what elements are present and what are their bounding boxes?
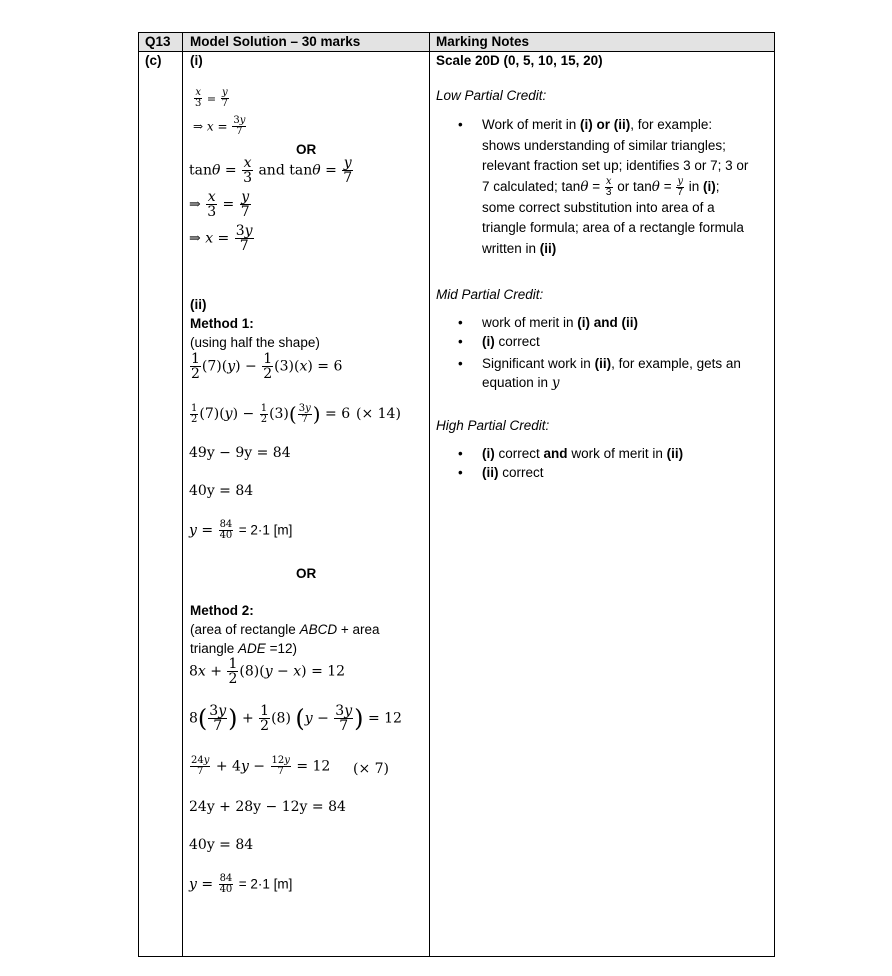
header-q-number: Q13	[145, 34, 171, 49]
method-1-label: Method 1:	[190, 316, 254, 331]
m1-eq-5: y = $\frac{84}{40}$ = 2·1 [m]	[189, 519, 293, 541]
or-separator-1: OR	[296, 142, 317, 157]
bullet-icon: •	[458, 315, 463, 330]
method-2-note-line-1: (area of rectangle ABCD + area	[190, 622, 380, 637]
m1-eq-2-multiplier: (× 14)	[356, 406, 401, 422]
mid-bullet-1: • work of merit in (i) and (ii)	[458, 315, 639, 330]
m2-eq-3-multiplier: (× 7)	[353, 761, 390, 777]
mid-partial-credit-title: Mid Partial Credit:	[436, 287, 544, 302]
eq-i-ratio-2: ⇒ $\frac{x}{3}$ = $\frac{y}{7}$	[189, 189, 250, 220]
m2-eq-5: 40y = 84	[189, 837, 254, 853]
high-partial-credit-title: High Partial Credit:	[436, 418, 550, 433]
method-1-note: (using half the shape)	[190, 335, 320, 350]
m2-eq-4: 24y + 28y − 12y = 84	[189, 799, 346, 815]
part-ii-label: (ii)	[190, 297, 207, 312]
or-separator-2: OR	[296, 566, 317, 581]
bullet-icon: •	[458, 356, 463, 371]
m2-eq-6: y = $\frac{84}{40}$ = 2·1 [m]	[189, 873, 293, 895]
mid-bullet-3: • Significant work in (ii), for example, gets an equation in y	[458, 356, 741, 391]
m1-eq-4: 40y = 84	[189, 483, 254, 499]
high-bullet-1: • (i) correct and work of merit in (ii)	[458, 446, 684, 461]
m2-eq-2: 8( $\frac{3y}{7}$ ) + $\frac{1}{2}$ (8) (y − $\frac{3y}{7}$ ) = 12	[189, 703, 402, 734]
m2-answer: = 2·1 [m]	[238, 876, 293, 892]
eq-i-ratio: $\frac{x}{3}$ = $\frac{y}{7}$	[195, 87, 228, 109]
m1-eq-2: $\frac{1}{2}$ (7)(y) − $\frac{1}{2}$ (3)( $\frac{3y}{7}$ ) = 6	[191, 402, 351, 426]
low-bullet-1: • Work of merit in (i) or (ii), for example: shows understanding of similar triangles; relevant fraction set up; identifies 3 or 7; 3 or 7 calculated; tanθ = $\frac{x}{3}$ or tanθ = $\frac{y}{7}$ in (i); some correct substitution into area of a triangle formula; area of a rectangle formula written in (ii)	[458, 117, 749, 256]
m1-eq-1-rhs: = 6	[317, 358, 343, 375]
method-2-label: Method 2:	[190, 603, 254, 618]
m1-answer: = 2·1 [m]	[238, 522, 293, 538]
part-label-c: (c)	[145, 53, 162, 68]
header-marking-notes: Marking Notes	[436, 34, 530, 49]
method-2-note-line-2: triangle ADE =12)	[190, 641, 297, 656]
m1-eq-1: $\frac{1}{2}$ (7)(y) − $\frac{1}{2}$ (3)(x) = 6	[191, 351, 343, 382]
part-i-label: (i)	[190, 53, 203, 68]
mid-bullet-2: • (i) correct	[458, 334, 540, 349]
low-partial-credit-title: Low Partial Credit:	[436, 88, 547, 103]
eq-i-x-small: ⇒ x = $\frac{3y}{7}$	[193, 115, 246, 137]
eq-i-tan: tanθ = $\frac{x}{3}$ and tanθ = $\frac{y}{7}$	[189, 155, 353, 186]
high-bullet-2: • (ii) correct	[458, 465, 544, 480]
m1-eq-3: 49y − 9y = 84	[189, 445, 291, 461]
eq-i-x: ⇒ x = $\frac{3y}{7}$	[189, 223, 253, 254]
bullet-icon: •	[458, 117, 463, 132]
m2-eq-1: 8x + $\frac{1}{2}$ (8)(y − x) = 12	[189, 656, 346, 687]
bullet-icon: •	[458, 465, 463, 480]
bullet-icon: •	[458, 334, 463, 349]
m1-eq-2-rhs: = 6	[325, 406, 351, 422]
header-model-solution: Model Solution – 30 marks	[190, 34, 361, 49]
m2-eq-3: $\frac{24y}{7}$ + 4y − $\frac{12y}{7}$ = 12	[191, 755, 331, 777]
scale-label: Scale 20D (0, 5, 10, 15, 20)	[436, 53, 603, 68]
bullet-icon: •	[458, 446, 463, 461]
